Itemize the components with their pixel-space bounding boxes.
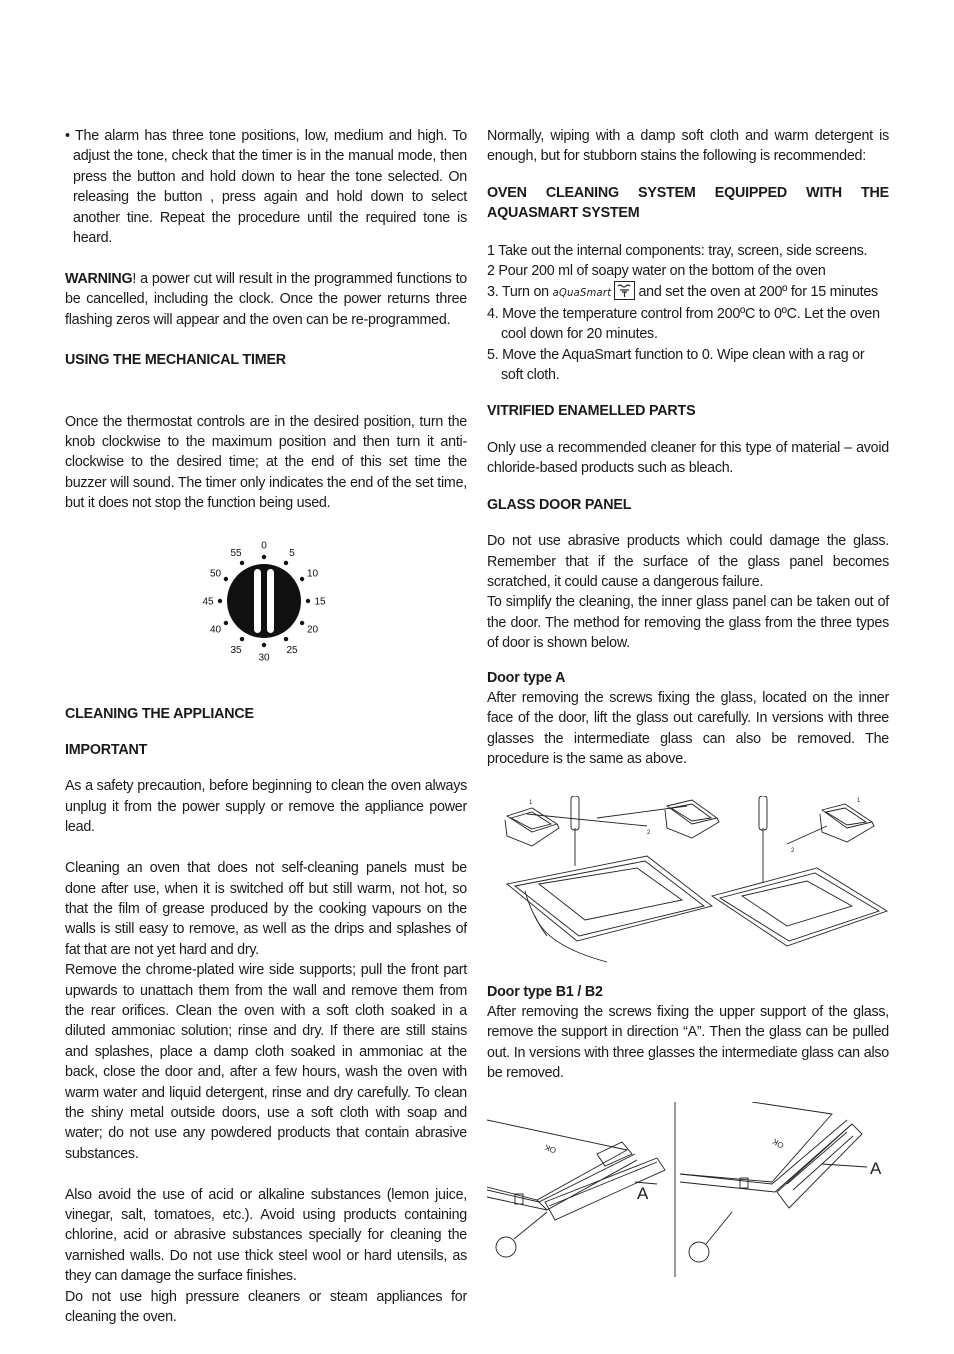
fig-a-label-4: 2 xyxy=(791,847,795,854)
dial-label: 10 xyxy=(306,568,319,580)
aquasmart-logo: aQuaSmart xyxy=(552,286,612,300)
step-3-suffix: and set the oven at 200º for 15 minutes xyxy=(638,284,878,301)
dial-dot xyxy=(240,637,244,641)
glass-paragraph-1: Do not use abrasive products which could damage the glass. Remember that if the surface of the glass panel becomes scratched, it could cause a dangerous failure. xyxy=(487,533,889,590)
cleaning-paragraph-2: Remove the chrome-plated wire side supports; pull the front part upwards to unattach them from the wall and remove them from the rear orifices. Clean the oven with a soft cloth soaked in a diluted ammoniac solution; rinse and dry. If there are still stains and splashes, place a damp cloth soaked in ammoniac at the back, close the door and, after a few hours, wash the oven with warm water and liquid detergent, rinse and dry carefully. To clean the shiny metal outside doors, use a soft cloth with soap and water; do not use any powdered products that contain abrasive substances. xyxy=(65,962,467,1162)
right-column xyxy=(487,126,889,1277)
dial-label: 25 xyxy=(286,644,298,656)
dial-dot xyxy=(240,560,244,564)
aquasmart-heading: OVEN CLEANING SYSTEM EQUIPPED WITH THE AQUASMART SYSTEM xyxy=(487,184,889,222)
vitrified-heading: VITRIFIED ENAMELLED PARTS xyxy=(487,403,696,420)
aquasmart-icon xyxy=(614,281,635,300)
door-type-a-text: After removing the screws fixing the glass, located on the inner face of the door, lift the glass out carefully. In versions with three glasses the intermediate glass can also be removed. The procedure is the same as above. xyxy=(487,689,889,768)
timer-dial-figure xyxy=(65,524,467,674)
fig-a-label-1: 1 xyxy=(529,799,533,806)
step-2: 2 Pour 200 ml of soapy water on the bottom of the oven xyxy=(487,263,826,280)
dial-dot xyxy=(306,598,310,602)
dial-dot xyxy=(262,642,266,646)
dial-label: 15 xyxy=(314,596,326,608)
dial-label: 5 xyxy=(289,547,295,559)
dial-label: 40 xyxy=(209,624,222,636)
mechanical-timer-text: Once the thermostat controls are in the desired position, turn the knob clockwise to the maximum position and then turn it anti-clockwise to the desired time; at the end of this set time the buzzer will sound. The timer only indicates the end of the set time, but it does not stop the function being used. xyxy=(65,413,467,512)
mechanical-timer-heading: USING THE MECHANICAL TIMER xyxy=(65,352,286,369)
door-type-b-heading: Door type B1 / B2 xyxy=(487,983,603,1000)
intro-text: Normally, wiping with a damp soft cloth and warm detergent is enough, but for stubborn stains the following is recommended: xyxy=(487,128,889,165)
door-type-a-heading: Door type A xyxy=(487,669,566,686)
safety-text: As a safety precaution, before beginning to clean the oven always unplug it from the power supply or remove the appliance power lead. xyxy=(65,778,467,836)
dial-label: 0 xyxy=(261,540,267,552)
warning-label: WARNING xyxy=(65,270,133,287)
door-type-a-figure xyxy=(487,796,889,964)
glass-door-heading: GLASS DOOR PANEL xyxy=(487,496,632,513)
step-3 xyxy=(487,281,889,303)
fig-b-label-a-right: A xyxy=(870,1158,882,1178)
dial-label: 50 xyxy=(209,568,222,580)
dial-dot xyxy=(300,620,304,624)
cleaning-heading: CLEANING THE APPLIANCE xyxy=(65,705,254,722)
step-5: 5. Move the AquaSmart function to 0. Wipe clean with a rag or soft cloth. xyxy=(487,346,865,384)
avoid-paragraph-2: Do not use high pressure cleaners or steam appliances for cleaning the oven. xyxy=(65,1288,467,1326)
step-3-text: 3. Turn on xyxy=(487,284,549,301)
important-heading: IMPORTANT xyxy=(65,742,148,759)
alarm-tone-bullet: • The alarm has three tone positions, low, medium and high. To adjust the tone, check that the timer is in the manual mode, then press the button and hold down to hear the tone selected. On releasing the button , press again and hold down to select another tine. Repeat the procedure until the required tone is heard. xyxy=(65,128,467,247)
dial-label: 45 xyxy=(202,596,214,608)
cleaning-paragraph-1: Cleaning an oven that does not self-cleaning panels must be done after use, when it is switched off but still warm, not hot, so that the film of grease produced by the cooking vapours on the walls is still easy to remove, as well as the drips and splashes of fat that are not yet hard and dry. xyxy=(65,860,467,958)
dial-dot xyxy=(224,576,228,580)
warning-paragraph xyxy=(65,269,467,330)
avoid-paragraph-1: Also avoid the use of acid or alkaline substances (lemon juice, vinegar, salt, tomatoes, etc.). Avoid using products containing chlorine, acid or abrasive substances specially for cleaning the varnished walls. Do not use thick steel wool or hard utensils, as they can damage the surface finishes. xyxy=(65,1186,467,1285)
dial-label: 20 xyxy=(306,624,319,636)
step-4: 4. Move the temperature control from 200ºC to 0ºC. Let the oven cool down for 20 minutes. xyxy=(487,305,880,343)
dial-label: 30 xyxy=(258,652,270,664)
step-1: 1 Take out the internal components: tray, screen, side screens. xyxy=(487,242,868,259)
vitrified-text: Only use a recommended cleaner for this type of material – avoid chloride-based products such as bleach. xyxy=(487,439,889,477)
left-column xyxy=(65,126,467,1327)
warning-text: ! a power cut will result in the programmed functions to be cancelled, including the clock. Once the power returns three flashing zeros will appear and the oven can be re-programmed. xyxy=(65,270,467,328)
dial-dot xyxy=(218,598,222,602)
dial-dot xyxy=(300,576,304,580)
fig-b-label-a-left: A xyxy=(637,1183,649,1203)
glass-paragraph-2: To simplify the cleaning, the inner glass panel can be taken out of the door. The method for removing the glass from the three types of door is shown below. xyxy=(487,594,889,652)
dial-label: 55 xyxy=(230,547,242,559)
fig-b-ok-right: OK xyxy=(770,1136,786,1150)
dial-label: 35 xyxy=(230,644,242,656)
fig-a-label-3: 1 xyxy=(857,797,861,804)
aquasmart-steps xyxy=(487,241,889,386)
dial-dot xyxy=(284,560,288,564)
dial-dot xyxy=(262,554,266,558)
door-type-b-figure xyxy=(487,1102,889,1277)
fig-a-label-2: 2 xyxy=(647,829,651,836)
dial-dot xyxy=(284,637,288,641)
dial-dot xyxy=(224,620,228,624)
fig-b-ok-left: OK xyxy=(543,1142,558,1155)
door-type-b-text: After removing the screws fixing the upper support of the glass, remove the support in direction “A”. Then the glass can be pulled out. In versions with three glasses the intermediate glass can also be removed. xyxy=(487,1003,889,1082)
